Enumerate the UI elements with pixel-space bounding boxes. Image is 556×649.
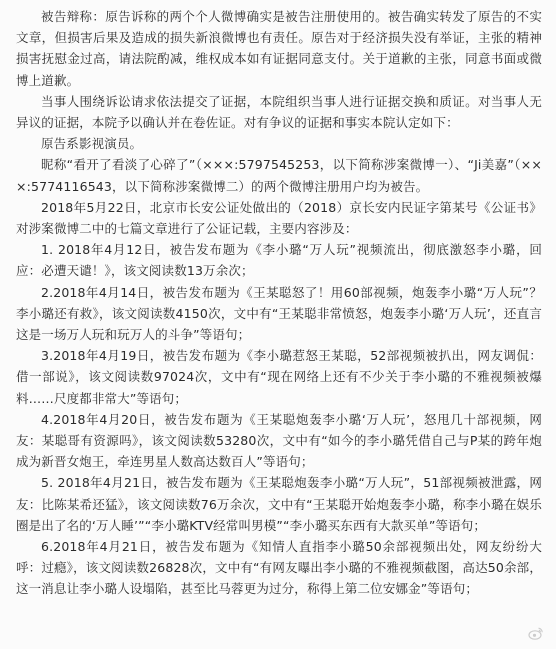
paragraph-evidence: 当事人围绕诉讼请求依法提交了证据，本院组织当事人进行证据交换和质证。对当事人无异议的证据，本院予以确认并在卷佐证。对有争议的证据和事实本院认定如下： xyxy=(16,93,542,131)
paragraph-item-4: 4.2018年4月20日，被告发布题为《王某聪炮轰李小璐‘万人玩’，怒甩几十部视频，网友：某聪哥有资源吗》，该文阅读数53280次，文中有“如今的李小璐凭借自己与P某的跨年炮成为新晋女炮王，牵连男星人数高达数百人”等语句； xyxy=(16,411,542,470)
paragraph-defense: 被告辩称：原告诉称的两个个人微博确实是被告注册使用的。被告确实转发了原告的不实文章，但损害后果及造成的损失新浪微博也有责任。原告对于经济损失没有举证，主张的精神损害抚慰金过高，请法院酌减，维权成本如有证据同意支付。关于道歉的主张，同意书面或微博上道歉。 xyxy=(16,9,542,88)
paragraph-item-5: 5. 2018年4月21日，被告发布题为《王某聪炮轰李小璐“万人玩”，51部视频被泄露，网友：比陈某希还猛》，该文阅读数76万余次，文中有“王某聪开始炮轰李小璐，称李小璐在娱乐圈是出了名的‘万人睡’”“李小璐KTV经常叫男模”“李小璐买东西有大款买单”等语句； xyxy=(16,475,542,533)
weibo-icon xyxy=(528,625,544,641)
paragraph-accounts: 昵称“看开了看淡了心碎了”（×××:5797545253，以下简称涉案微博一）、“Ji美嘉”（×××:5774116543，以下简称涉案微博二）的两个微博注册用户均为被告。 xyxy=(16,157,542,194)
paragraph-item-3: 3.2018年4月19日，被告发布题为《李小璐惹怒王某聪，52部视频被扒出，网友调侃：借一部说》，该文阅读数97024次，文中有“现在网络上还有不少关于李小璐的不雅视频被爆料……尺度都非常大”等语句； xyxy=(16,348,542,406)
paragraph-item-2: 2.2018年4月14日，被告发布题为《王某聪怒了！用60部视频，炮轰李小璐“万人玩”？李小璐还有救》，该文阅读数4150次，文中有“王某聪非常愤怒，炮轰李小璐‘万人玩’，还直言这是一场万人玩和玩万人的斗争”等语句； xyxy=(16,284,542,343)
paragraph-plaintiff: 原告系影视演员。 xyxy=(41,136,143,152)
watermark xyxy=(528,625,548,641)
paragraph-item-6: 6.2018年4月21日，被告发布题为《知情人直指李小璐50余部视频出处，网友纷纷大呼：过瘾》，该文阅读数26828次，文中有“有网友曝出李小璐的不雅视频截图，高达50余部，这一消息让李小璐人设塌陷，甚至比马蓉更为过分，称得上第二位安娜金”等语句； xyxy=(16,539,542,597)
paragraph-item-1: 1. 2018年4月12日，被告发布题为《李小璐“万人玩”视频流出，彻底激怒李小璐，回应：必遭天谴！》，该文阅读数13万余次； xyxy=(16,242,542,279)
paragraph-notary: 2018年5月22日，北京市长安公证处做出的（2018）京长安内民证字第某号《公证书》对涉案微博二中的七篇文章进行了公证记载，主要内容涉及： xyxy=(16,199,542,237)
